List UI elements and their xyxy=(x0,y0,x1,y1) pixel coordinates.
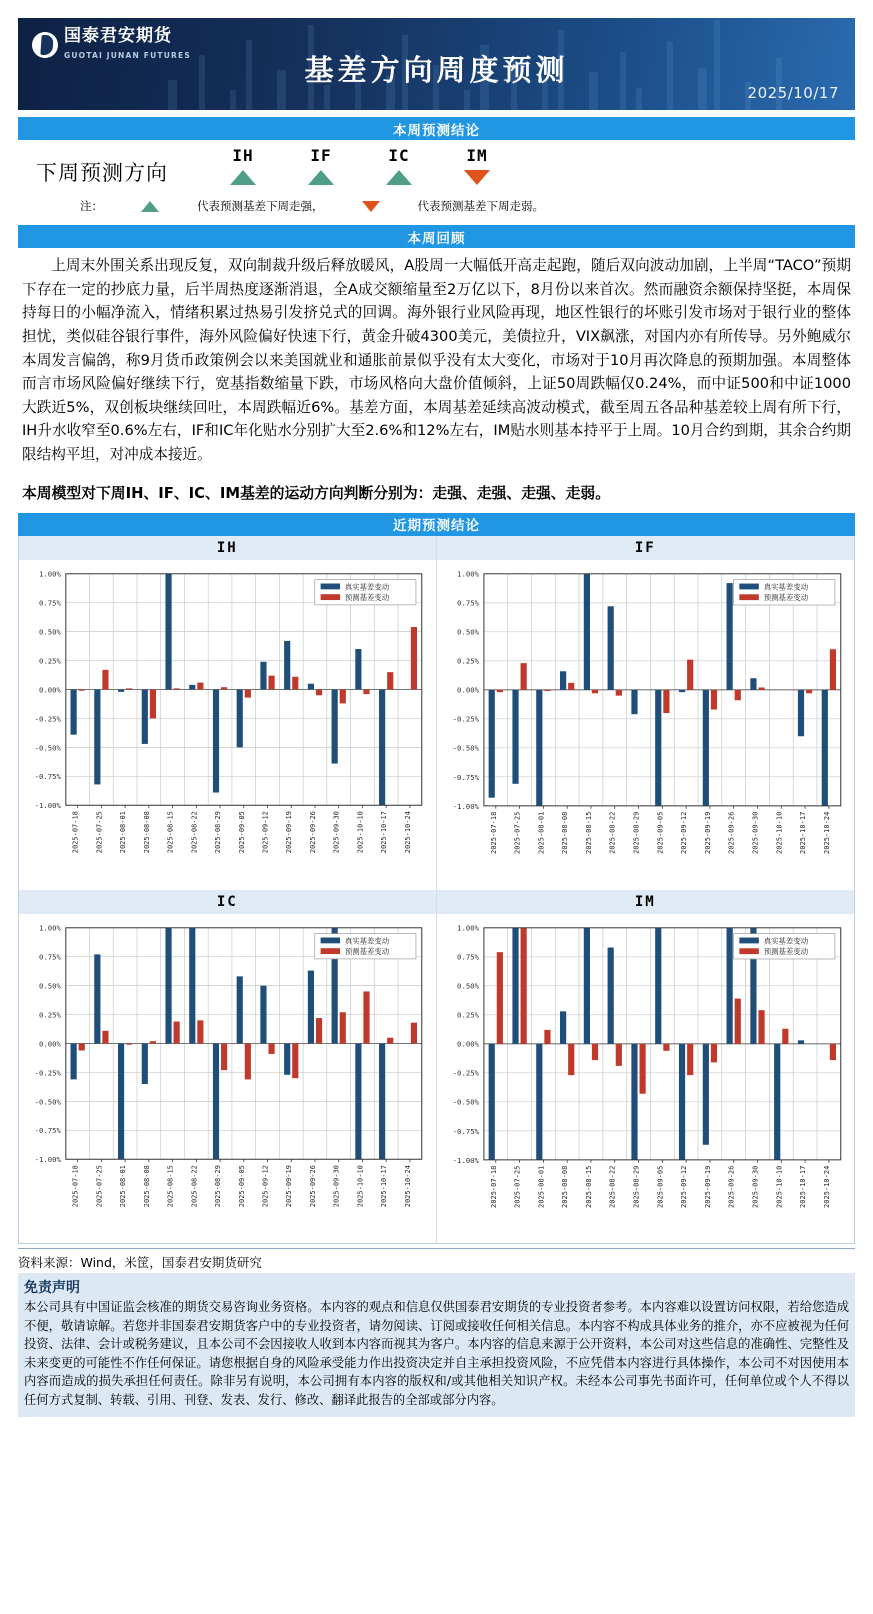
svg-text:2025-07-25: 2025-07-25 xyxy=(512,811,522,854)
chart-cell-ih xyxy=(19,536,437,890)
bar-predicted-0 xyxy=(496,690,502,692)
chart-body-if xyxy=(437,560,855,890)
svg-text:0.25%: 0.25% xyxy=(39,1010,61,1020)
svg-text:2025-10-10: 2025-10-10 xyxy=(773,1165,783,1208)
bar-actual-12 xyxy=(774,1044,780,1160)
svg-text:-0.50%: -0.50% xyxy=(34,1097,61,1107)
bar-actual-4 xyxy=(583,928,589,1044)
svg-text:2025-09-26: 2025-09-26 xyxy=(308,811,317,854)
svg-text:-0.25%: -0.25% xyxy=(452,1068,479,1078)
section-header-review: 本周回顾 xyxy=(18,225,855,248)
forecast-legend-note xyxy=(18,189,855,216)
svg-text:2025-10-17: 2025-10-17 xyxy=(380,811,389,854)
bar-actual-6 xyxy=(213,1043,219,1159)
svg-text:2025-10-24: 2025-10-24 xyxy=(403,1164,412,1207)
svg-text:-1.00%: -1.00% xyxy=(452,1155,479,1165)
bar-actual-2 xyxy=(118,1043,124,1159)
svg-text:-0.50%: -0.50% xyxy=(452,1097,479,1107)
bar-actual-1 xyxy=(94,954,100,1043)
bar-actual-9 xyxy=(702,690,708,806)
svg-text:2025-08-01: 2025-08-01 xyxy=(119,811,128,854)
chart-body-im xyxy=(437,914,855,1244)
svg-text:2025-09-26: 2025-09-26 xyxy=(726,1165,736,1208)
bar-predicted-10 xyxy=(316,1018,322,1043)
svg-text:2025-07-18: 2025-07-18 xyxy=(488,811,498,854)
svg-text:2025-08-22: 2025-08-22 xyxy=(190,811,199,854)
svg-text:2025-10-10: 2025-10-10 xyxy=(773,811,783,854)
svg-text:2025-08-01: 2025-08-01 xyxy=(535,1165,545,1208)
svg-chart-if xyxy=(441,566,851,888)
bar-predicted-3 xyxy=(568,683,574,690)
bar-predicted-14 xyxy=(829,1044,835,1060)
up-arrow-icon-if xyxy=(308,170,334,185)
svg-text:-0.25%: -0.25% xyxy=(452,714,479,724)
bar-predicted-5 xyxy=(615,690,621,696)
bar-predicted-11 xyxy=(758,1010,764,1044)
bar-predicted-3 xyxy=(568,1044,574,1075)
bar-predicted-8 xyxy=(268,676,274,690)
bar-predicted-8 xyxy=(268,1043,274,1053)
svg-text:1.00%: 1.00% xyxy=(39,569,61,579)
svg-text:2025-09-26: 2025-09-26 xyxy=(726,811,736,854)
bar-predicted-13 xyxy=(387,1037,393,1043)
bar-actual-3 xyxy=(142,689,148,743)
forecast-block xyxy=(18,140,855,218)
note-up-text: 代表预测基差下周走强， xyxy=(197,199,324,213)
svg-chart-im xyxy=(441,920,851,1242)
svg-text:2025-09-30: 2025-09-30 xyxy=(332,1164,341,1207)
svg-text:2025-08-22: 2025-08-22 xyxy=(607,1165,617,1208)
svg-text:0.00%: 0.00% xyxy=(39,1039,61,1049)
svg-text:2025-10-24: 2025-10-24 xyxy=(403,811,412,854)
bar-actual-12 xyxy=(355,1043,361,1159)
svg-text:2025-09-12: 2025-09-12 xyxy=(678,1165,688,1208)
svg-text:0.00%: 0.00% xyxy=(456,1039,479,1049)
bar-predicted-7 xyxy=(663,690,669,713)
bar-actual-0 xyxy=(488,690,494,798)
svg-text:2025-09-19: 2025-09-19 xyxy=(702,1165,712,1208)
bar-actual-7 xyxy=(237,976,243,1043)
svg-text:-1.00%: -1.00% xyxy=(452,801,479,811)
svg-text:1.00%: 1.00% xyxy=(456,569,479,579)
svg-text:2025-10-10: 2025-10-10 xyxy=(356,1164,365,1207)
bar-predicted-5 xyxy=(197,1020,203,1043)
svg-text:-0.25%: -0.25% xyxy=(34,714,61,724)
bar-actual-10 xyxy=(726,928,732,1044)
chart-body-ih xyxy=(19,560,436,889)
svg-chart-ih xyxy=(23,566,432,887)
bar-predicted-0 xyxy=(79,1043,85,1050)
weekly-review-text xyxy=(22,254,851,467)
svg-text:2025-09-05: 2025-09-05 xyxy=(654,811,664,854)
chart-title-ic: IC xyxy=(19,890,436,914)
chart-title-im: IM xyxy=(437,890,855,914)
bar-predicted-2 xyxy=(126,1043,132,1044)
forecast-col-if xyxy=(282,146,360,189)
forecast-code-ih: IH xyxy=(232,146,254,165)
svg-text:预测基差变动: 预测基差变动 xyxy=(344,946,390,956)
bar-predicted-7 xyxy=(245,1043,251,1079)
svg-text:2025-07-18: 2025-07-18 xyxy=(488,1165,498,1208)
svg-text:0.25%: 0.25% xyxy=(456,656,479,666)
bar-actual-7 xyxy=(655,928,661,1044)
svg-text:2025-08-15: 2025-08-15 xyxy=(166,811,175,854)
bar-predicted-11 xyxy=(340,1012,346,1043)
note-prefix-label: 注： xyxy=(80,199,103,213)
bar-actual-10 xyxy=(308,684,314,690)
svg-text:2025-09-12: 2025-09-12 xyxy=(261,811,270,854)
bar-predicted-11 xyxy=(340,689,346,703)
source-line: 资料来源：Wind，米筐，国泰君安期货研究 xyxy=(18,1248,855,1271)
svg-text:2025-08-29: 2025-08-29 xyxy=(631,1165,641,1208)
bar-predicted-10 xyxy=(734,998,740,1043)
report-banner xyxy=(18,18,855,110)
svg-text:0.50%: 0.50% xyxy=(39,981,61,991)
svg-text:真实基差变动: 真实基差变动 xyxy=(763,582,808,592)
logo-chinese-name: 国泰君安期货 xyxy=(64,26,172,46)
svg-text:2025-08-29: 2025-08-29 xyxy=(214,1164,223,1207)
svg-text:0.75%: 0.75% xyxy=(39,598,61,608)
bar-predicted-8 xyxy=(687,660,693,690)
svg-text:-0.25%: -0.25% xyxy=(34,1068,61,1078)
bar-predicted-12 xyxy=(782,1028,788,1043)
bar-actual-13 xyxy=(797,1040,803,1043)
chart-cell-if xyxy=(437,536,855,890)
bar-predicted-5 xyxy=(615,1044,621,1066)
svg-text:0.50%: 0.50% xyxy=(39,627,61,637)
svg-text:2025-09-19: 2025-09-19 xyxy=(702,811,712,854)
bar-predicted-9 xyxy=(710,690,716,710)
svg-text:2025-07-18: 2025-07-18 xyxy=(71,811,80,854)
bar-predicted-5 xyxy=(197,683,203,690)
bar-predicted-7 xyxy=(663,1044,669,1051)
svg-text:2025-07-25: 2025-07-25 xyxy=(95,811,104,854)
bar-predicted-10 xyxy=(734,690,740,700)
svg-text:2025-08-15: 2025-08-15 xyxy=(583,811,593,854)
forecast-col-im xyxy=(438,146,516,189)
svg-text:2025-09-05: 2025-09-05 xyxy=(237,811,246,854)
bar-actual-8 xyxy=(678,690,684,692)
bar-actual-6 xyxy=(631,690,637,714)
svg-text:0.50%: 0.50% xyxy=(456,981,479,991)
svg-text:2025-09-19: 2025-09-19 xyxy=(285,1164,294,1207)
svg-text:真实基差变动: 真实基差变动 xyxy=(763,936,808,946)
svg-text:-1.00%: -1.00% xyxy=(34,801,61,811)
bar-actual-6 xyxy=(213,689,219,792)
bar-predicted-8 xyxy=(687,1044,693,1075)
bar-predicted-4 xyxy=(591,1044,597,1060)
svg-text:-0.75%: -0.75% xyxy=(452,1126,479,1136)
bar-actual-6 xyxy=(631,1044,637,1160)
svg-text:-0.75%: -0.75% xyxy=(34,772,61,782)
forecast-code-if: IF xyxy=(310,146,332,165)
bar-predicted-4 xyxy=(174,688,180,689)
svg-text:-0.50%: -0.50% xyxy=(452,743,479,753)
svg-text:-0.75%: -0.75% xyxy=(452,772,479,782)
chart-body-ic xyxy=(19,914,436,1243)
bar-actual-8 xyxy=(260,662,266,690)
bar-actual-4 xyxy=(583,574,589,690)
svg-text:2025-09-05: 2025-09-05 xyxy=(654,1165,664,1208)
svg-text:2025-09-12: 2025-09-12 xyxy=(261,1164,270,1207)
bar-predicted-9 xyxy=(292,677,298,690)
svg-text:2025-08-08: 2025-08-08 xyxy=(559,1165,569,1208)
svg-text:0.75%: 0.75% xyxy=(456,598,479,608)
chart-row-top xyxy=(19,536,854,890)
svg-text:0.75%: 0.75% xyxy=(39,952,61,962)
bar-actual-9 xyxy=(284,641,290,690)
bar-actual-1 xyxy=(512,690,518,784)
bar-actual-0 xyxy=(488,1044,494,1160)
bar-actual-8 xyxy=(678,1044,684,1160)
bar-predicted-1 xyxy=(520,928,526,1044)
svg-text:0.00%: 0.00% xyxy=(39,685,61,695)
bar-actual-7 xyxy=(655,690,661,806)
bar-actual-3 xyxy=(560,1011,566,1043)
report-date: 2025/10/17 xyxy=(747,84,839,102)
svg-text:2025-10-17: 2025-10-17 xyxy=(380,1164,389,1207)
svg-text:1.00%: 1.00% xyxy=(39,923,61,933)
up-arrow-icon-ih xyxy=(230,170,256,185)
svg-text:2025-10-10: 2025-10-10 xyxy=(356,811,365,854)
svg-text:2025-09-19: 2025-09-19 xyxy=(285,811,294,854)
svg-text:2025-08-15: 2025-08-15 xyxy=(166,1164,175,1207)
disclaimer-block xyxy=(18,1273,855,1417)
svg-text:0.25%: 0.25% xyxy=(456,1010,479,1020)
forecast-row xyxy=(18,146,855,189)
bar-actual-10 xyxy=(308,970,314,1043)
section-header-recent: 近期预测结论 xyxy=(18,513,855,536)
bar-actual-11 xyxy=(332,689,338,763)
bar-predicted-1 xyxy=(102,670,108,690)
section-header-forecast: 本周预测结论 xyxy=(18,117,855,140)
page-title: 基差方向周度预测 xyxy=(304,53,569,87)
svg-text:2025-08-01: 2025-08-01 xyxy=(119,1164,128,1207)
bar-predicted-1 xyxy=(102,1030,108,1043)
svg-text:2025-09-12: 2025-09-12 xyxy=(678,811,688,854)
svg-text:2025-08-22: 2025-08-22 xyxy=(190,1164,199,1207)
bar-actual-13 xyxy=(797,690,803,736)
bar-predicted-0 xyxy=(79,689,85,690)
bar-actual-10 xyxy=(726,583,732,690)
bar-actual-3 xyxy=(142,1043,148,1084)
bar-predicted-6 xyxy=(221,687,227,689)
bar-actual-9 xyxy=(284,1043,290,1074)
bar-predicted-13 xyxy=(806,690,812,693)
review-paragraph: 上周末外围关系出现反复，双向制裁升级后释放暖风，A股周一大幅低开高走起跑，随后双向波动加剧，上半周“TACO”预期下存在一定的抄底力量，后半周热度逐渐消退，全A成交额缩量至2万亿以下，8月份以来首次。然而融资余额保持坚挺，本周保持每日的小幅净流入，情绪积累过热易引发挤兑式的回调。海外银行业风险再现，地区性银行的坏账引发市场对于银行业的整体担忧，类似硅谷银行事件，海外风险偏好快速下行，黄金升破4300美元，美债拉升，VIX飙涨，对国内亦有所传导。另外鲍威尔本周发言偏鸽，称9月货币政策例会以来美国就业和通胀前景似乎没有太大变化，市场对于10月再次降息的预期加强。本周整体而言市场风险偏好继续下行，宽基指数缩量下跌，市场风格向大盘价值倾斜，上证50周跌幅仅0.24%，而中证500和中证1000大跌近5%，双创板块继续回吐，本周跌幅近6%。基差方面，本周基差延续高波动模式，截至周五各品种基差较上周有所下行，IH升水收窄至0.6%左右，IF和IC年化贴水分别扩大至2.6%和12%左右，IM贴水则基本持平于上周。10月合约到期，其余合约期限结构平坦，对冲成本接近。 xyxy=(22,257,851,464)
bar-actual-1 xyxy=(512,928,518,1044)
svg-text:2025-08-08: 2025-08-08 xyxy=(142,811,151,854)
bar-predicted-9 xyxy=(710,1044,716,1063)
bar-predicted-4 xyxy=(174,1021,180,1043)
disclaimer-title: 免责声明 xyxy=(24,1280,80,1297)
bar-actual-3 xyxy=(560,671,566,690)
svg-text:2025-09-30: 2025-09-30 xyxy=(749,1165,759,1208)
charts-grid xyxy=(18,536,855,1245)
chart-cell-im xyxy=(437,890,855,1244)
bar-actual-13 xyxy=(379,689,385,805)
up-arrow-icon-ic xyxy=(386,170,412,185)
chart-title-if: IF xyxy=(437,536,855,560)
bar-actual-8 xyxy=(260,985,266,1043)
bar-predicted-1 xyxy=(520,663,526,690)
svg-text:2025-07-25: 2025-07-25 xyxy=(512,1165,522,1208)
svg-text:2025-08-01: 2025-08-01 xyxy=(535,811,545,854)
bar-predicted-12 xyxy=(363,991,369,1043)
svg-text:-0.50%: -0.50% xyxy=(34,743,61,753)
svg-text:2025-09-30: 2025-09-30 xyxy=(749,811,759,854)
note-down-text: 代表预测基差下周走弱。 xyxy=(417,199,544,213)
bar-actual-0 xyxy=(71,1043,77,1079)
svg-text:-0.75%: -0.75% xyxy=(34,1125,61,1135)
svg-text:0.50%: 0.50% xyxy=(456,627,479,637)
up-arrow-icon xyxy=(141,201,159,212)
bar-actual-4 xyxy=(165,927,171,1043)
svg-text:2025-08-08: 2025-08-08 xyxy=(142,1164,151,1207)
bar-predicted-11 xyxy=(758,687,764,689)
svg-text:2025-10-17: 2025-10-17 xyxy=(797,1165,807,1208)
bar-predicted-3 xyxy=(150,1041,156,1043)
bar-actual-12 xyxy=(355,649,361,690)
svg-text:2025-09-05: 2025-09-05 xyxy=(237,1164,246,1207)
chart-row-bottom xyxy=(19,890,854,1244)
bar-predicted-14 xyxy=(829,649,835,690)
chart-title-ih: IH xyxy=(19,536,436,560)
bar-actual-5 xyxy=(189,685,195,690)
bar-actual-1 xyxy=(94,689,100,784)
bar-actual-5 xyxy=(607,606,613,690)
bar-actual-0 xyxy=(71,689,77,734)
bar-actual-9 xyxy=(702,1044,708,1145)
bar-actual-14 xyxy=(821,690,827,806)
forecast-columns xyxy=(204,146,516,189)
bar-predicted-7 xyxy=(245,689,251,697)
svg-text:预测基差变动: 预测基差变动 xyxy=(344,592,390,602)
bar-predicted-13 xyxy=(387,672,393,689)
svg-text:2025-08-08: 2025-08-08 xyxy=(559,811,569,854)
svg-text:预测基差变动: 预测基差变动 xyxy=(763,946,808,956)
svg-text:2025-10-24: 2025-10-24 xyxy=(821,811,831,854)
bar-predicted-2 xyxy=(544,1030,550,1044)
bar-actual-4 xyxy=(165,574,171,690)
forecast-code-im: IM xyxy=(466,146,488,165)
bar-predicted-6 xyxy=(639,1044,645,1094)
bar-predicted-0 xyxy=(496,952,502,1044)
svg-text:0.25%: 0.25% xyxy=(39,656,61,666)
down-arrow-icon xyxy=(362,201,380,212)
bar-actual-5 xyxy=(189,927,195,1043)
bar-predicted-10 xyxy=(316,689,322,695)
bar-predicted-4 xyxy=(591,690,597,693)
bar-actual-2 xyxy=(536,690,542,806)
svg-text:-1.00%: -1.00% xyxy=(34,1154,61,1164)
bar-predicted-2 xyxy=(544,690,550,691)
svg-text:2025-08-15: 2025-08-15 xyxy=(583,1165,593,1208)
report-page xyxy=(0,18,873,1614)
svg-text:真实基差变动: 真实基差变动 xyxy=(344,582,390,592)
model-conclusion: 本周模型对下周IH、IF、IC、IM基差的运动方向判断分别为：走强、走强、走强、走弱。 xyxy=(22,484,610,502)
svg-text:2025-08-29: 2025-08-29 xyxy=(631,811,641,854)
chart-cell-ic xyxy=(19,890,437,1244)
bar-predicted-3 xyxy=(150,689,156,718)
bar-actual-2 xyxy=(118,689,124,691)
bar-predicted-14 xyxy=(411,1022,417,1043)
svg-text:0.00%: 0.00% xyxy=(456,685,479,695)
svg-text:2025-08-29: 2025-08-29 xyxy=(214,811,223,854)
svg-chart-ic xyxy=(23,920,432,1241)
bar-predicted-6 xyxy=(221,1043,227,1070)
forecast-code-ic: IC xyxy=(388,146,410,165)
svg-text:2025-10-24: 2025-10-24 xyxy=(821,1165,831,1208)
svg-text:预测基差变动: 预测基差变动 xyxy=(763,593,808,603)
svg-text:2025-09-26: 2025-09-26 xyxy=(308,1164,317,1207)
forecast-row-label: 下周预测方向 xyxy=(36,161,168,185)
forecast-col-ih xyxy=(204,146,282,189)
svg-text:2025-09-30: 2025-09-30 xyxy=(332,811,341,854)
bar-actual-11 xyxy=(750,678,756,690)
bar-predicted-9 xyxy=(292,1043,298,1078)
svg-text:2025-07-25: 2025-07-25 xyxy=(95,1164,104,1207)
svg-text:2025-08-22: 2025-08-22 xyxy=(607,811,617,854)
bar-actual-5 xyxy=(607,947,613,1043)
bar-actual-13 xyxy=(379,1043,385,1159)
bar-actual-7 xyxy=(237,689,243,747)
svg-text:真实基差变动: 真实基差变动 xyxy=(344,936,390,946)
bar-predicted-12 xyxy=(363,689,369,694)
bar-predicted-2 xyxy=(126,688,132,689)
bar-predicted-14 xyxy=(411,627,417,689)
bar-actual-2 xyxy=(536,1044,542,1160)
down-arrow-icon-im xyxy=(464,170,490,185)
logo-english-name: GUOTAI JUNAN FUTURES xyxy=(64,51,191,60)
svg-text:2025-07-18: 2025-07-18 xyxy=(71,1164,80,1207)
svg-text:1.00%: 1.00% xyxy=(456,923,479,933)
forecast-col-ic xyxy=(360,146,438,189)
svg-text:0.75%: 0.75% xyxy=(456,952,479,962)
svg-text:2025-10-17: 2025-10-17 xyxy=(797,811,807,854)
disclaimer-body: 本公司具有中国证监会核准的期货交易咨询业务资格。本内容的观点和信息仅供国泰君安期货的专业投资者参考。本内容难以设置访问权限，若给您造成不便，敬请谅解。若您并非国泰君安期货客户中的专业投资者，请勿阅读、订阅或接收任何相关信息。本内容不构成具体业务的推介，亦不应被视为任何投资、法律、会计或税务建议，且本公司不会因接收人收到本内容而视其为客户。本内容的信息来源于公开资料，本公司对这些信息的准确性、完整性及未来变更的可能性不作任何保证。请您根据自身的风险承受能力作出投资决定并自主承担投资风险，不应凭借本内容进行具体操作，本公司不对因使用本内容而造成的损失承担任何责任。除非另有说明，本公司拥有本内容的版权和/或其他相关知识产权。未经本公司事先书面许可，任何单位或个人不得以任何方式复制、转载、引用、刊登、发表、发行、修改、翻译此报告的全部或部分内容。 xyxy=(24,1300,849,1407)
